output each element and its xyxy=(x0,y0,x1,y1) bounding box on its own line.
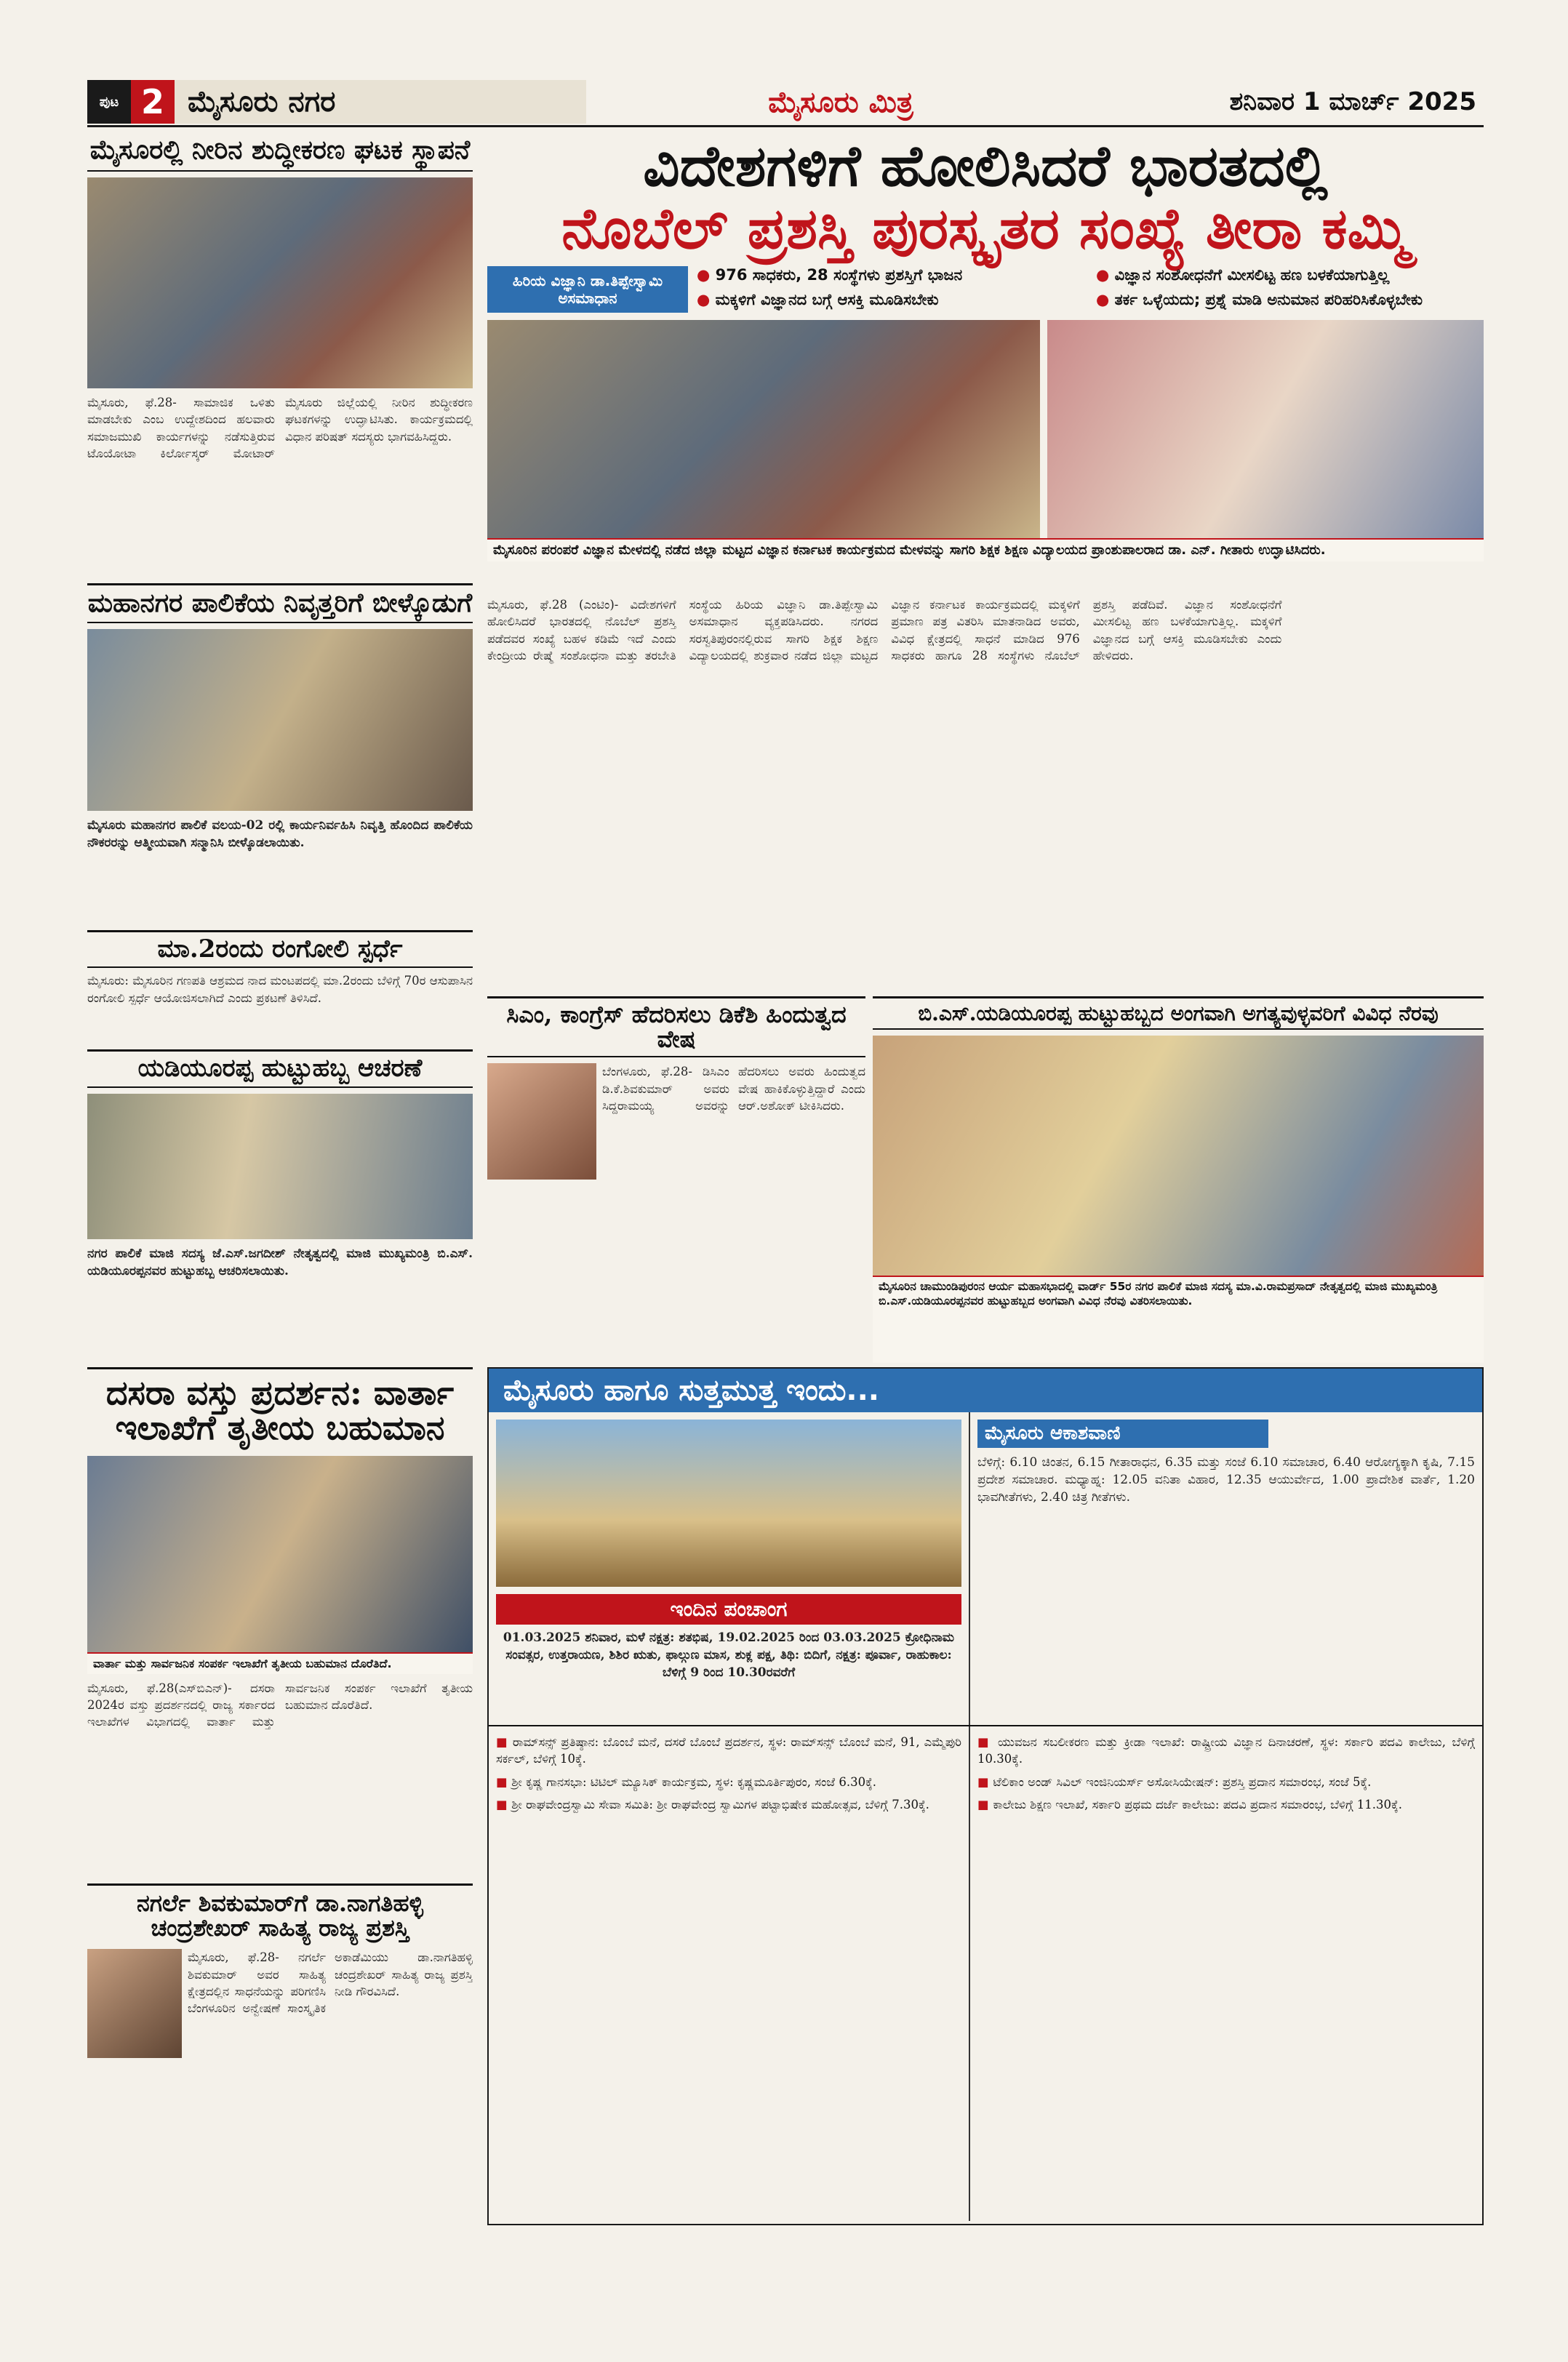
page-label-box xyxy=(87,80,131,124)
story-headline: ಮಾ.2ರಂದು ರಂಗೋಲಿ ಸ್ಪರ್ಧೆ xyxy=(87,930,473,969)
story-congress xyxy=(487,996,865,1360)
story-headline: ಸಿಎಂ, ಕಾಂಗ್ರೆಸ್ ಹೆದರಿಸಲು ಡಿಕೆಶಿ ಹಿಂದುತ್ವದ ವೇಷ xyxy=(487,998,865,1057)
story-content xyxy=(487,1063,865,1369)
lead-body: ಮೈಸೂರು, ಫೆ.28 (ಎಂಟಿಂ)- ವಿದೇಶಗಳಿಗೆ ಹೋಲಿಸಿದರೆ ಭಾರತದಲ್ಲಿ ನೊಬೆಲ್ ಪ್ರಶಸ್ತಿ ಪಡೆದವರ ಸಂಖ್ಯೆ ಬಹಳ ಕಡಿಮೆ ಇದೆ ಎಂದು ಕೇಂದ್ರೀಯ ರೇಷ್ಮೆ ಸಂಶೋಧನಾ ಮತ್ತು ತರಬೇತಿ ಸಂಸ್ಥೆಯ ಹಿರಿಯ ವಿಜ್ಞಾನಿ ಡಾ.ತಿಪ್ಪೇಸ್ವಾಮಿ ಅಸಮಾಧಾನ ವ್ಯಕ್ತಪಡಿಸಿದರು. ನಗರದ ಸರಸ್ವತಿಪುರಂನಲ್ಲಿರುವ ಸಾಗರಿ ಶಿಕ್ಷಕ ಶಿಕ್ಷಣ ವಿದ್ಯಾಲಯದಲ್ಲಿ ಶುಕ್ರವಾರ ನಡೆದ ಜಿಲ್ಲಾ ಮಟ್ಟದ ವಿಜ್ಞಾನ ಕರ್ನಾಟಕ ಕಾರ್ಯಕ್ರಮದಲ್ಲಿ ಮಕ್ಕಳಿಗೆ ಪ್ರಮಾಣ ಪತ್ರ ವಿತರಿಸಿ ಮಾತನಾಡಿದ ಅವರು, ವಿವಿಧ ಕ್ಷೇತ್ರದಲ್ಲಿ ಸಾಧನೆ ಮಾಡಿದ 976 ಸಾಧಕರು ಹಾಗೂ 28 ಸಂಸ್ಥೆಗಳು ನೊಬೆಲ್ ಪ್ರಶಸ್ತಿ ಪಡೆದಿವೆ. ವಿಜ್ಞಾನ ಸಂಶೋಧನೆಗೆ ಮೀಸಲಿಟ್ಟ ಹಣ ಬಳಕೆಯಾಗುತ್ತಿಲ್ಲ. ಮಕ್ಕಳಿಗೆ ವಿಜ್ಞಾನದ ಬಗ್ಗೆ ಆಸಕ್ತಿ ಮೂಡಿಸಬೇಕು ಎಂದು ಹೇಳಿದರು. xyxy=(487,598,1282,663)
story-photo xyxy=(87,177,473,388)
story-rangoli xyxy=(87,930,473,1046)
brand-logo: ಮೈಸೂರು ಮಿತ್ರ xyxy=(768,84,913,119)
story-photo xyxy=(87,629,473,811)
story-body: ಮೈಸೂರು, ಫೆ.28- ಸಾಮಾಜಿಕ ಒಳಿತು ಮಾಡಬೇಕು ಎಂಬ ಉದ್ದೇಶದಿಂದ ಹಲವಾರು ಸಮಾಜಮುಖಿ ಕಾರ್ಯಗಳನ್ನು ನಡೆಸುತ್ತಿರುವ ಟೊಯೋಟಾ ಕಿರ್ಲೋಸ್ಕರ್ ಮೋಟಾರ್ ಮೈಸೂರು ಜಿಲ್ಲೆಯಲ್ಲಿ ನೀರಿನ ಶುದ್ಧೀಕರಣ ಘಟಕಗಳನ್ನು ಉದ್ಘಾಟಿಸಿತು. ಕಾರ್ಯಕ್ರಮದಲ್ಲಿ ವಿಧಾನ ಪರಿಷತ್ ಸದಸ್ಯರು ಭಾಗವಹಿಸಿದ್ದರು. xyxy=(87,395,473,461)
story-yeddyurappa-birthday xyxy=(87,1049,473,1332)
lead-bullet: ● ಮಕ್ಕಳಿಗೆ ವಿಜ್ಞಾನದ ಬಗ್ಗೆ ಆಸಕ್ತಿ ಮೂಡಿಸಬೇಕು xyxy=(697,290,939,308)
story-body: ಮೈಸೂರು: ಮೈಸೂರಿನ ಗಣಪತಿ ಆಶ್ರಮದ ನಾದ ಮಂಟಪದಲ್ಲಿ ಮಾ.2ರಂದು ಬೆಳಿಗ್ಗೆ 70ರ ಆಸುಪಾಸಿನ ರಂಗೋಲಿ ಸ್ಪರ್ಧೆ ಆಯೋಜಿಸಲಾಗಿದೆ ಎಂದು ಪ್ರಕಟಣೆ ತಿಳಿಸಿದೆ. xyxy=(87,974,473,1005)
story-headline-1: ದಸರಾ ವಸ್ತು ಪ್ರದರ್ಶನ: ವಾರ್ತಾ xyxy=(105,1373,455,1412)
portrait-photo xyxy=(487,1063,596,1180)
lead-bullet: ● ತರ್ಕ ಒಳ್ಳೆಯದು; ಪ್ರಶ್ನೆ ಮಾಡಿ ಅನುಮಾನ ಪರಿಹರಿಸಿಕೊಳ್ಳಬೇಕು xyxy=(1096,290,1423,308)
lead-photos xyxy=(487,320,1484,538)
story-dasara xyxy=(87,1367,473,1876)
story-headline-1: ನಗರ್ಲೆ ಶಿವಕುಮಾರ್‌ಗೆ ಡಾ.ನಾಗತಿಹಳ್ಳಿ xyxy=(136,1889,424,1917)
story-body: ನಗರ ಪಾಲಿಕೆ ಮಾಜಿ ಸದಸ್ಯ ಜೆ.ಎಸ್.ಜಗದೀಶ್ ನೇತೃತ್ವದಲ್ಲಿ ಮಾಜಿ ಮುಖ್ಯಮಂತ್ರಿ ಬಿ.ಎಸ್. ಯಡಿಯೂರಪ್ಪನವರ ಹುಟ್ಟುಹಬ್ಬ ಆಚರಿಸಲಾಯಿತು. xyxy=(87,1246,473,1279)
story-water-plant xyxy=(87,131,473,576)
lead-photo-caption: ಮೈಸೂರಿನ ಪರಂಪರೆ ವಿಜ್ಞಾನ ಮೇಳದಲ್ಲಿ ನಡೆದ ಜಿಲ್ಲಾ ಮಟ್ಟದ ವಿಜ್ಞಾನ ಕರ್ನಾಟಕ ಕಾರ್ಯಕ್ರಮದ ಮೇಳವನ್ನು ಸಾಗರಿ ಶಿಕ್ಷಕ ಶಿಕ್ಷಣ ವಿದ್ಯಾಲಯದ ಪ್ರಾಂಶುಪಾಲರಾದ ಡಾ. ಎನ್. ಗೀತಾರು ಉದ್ಘಾಟಿಸಿದರು. xyxy=(487,538,1484,562)
event-item: ■ ರಾಮ್‌ಸನ್ಸ್ ಪ್ರತಿಷ್ಠಾನ: ಬೊಂಬೆ ಮನೆ, ದಸರೆ ಬೊಂಬೆ ಪ್ರದರ್ಶನ, ಸ್ಥಳ: ರಾಮ್‌ಸನ್ಸ್ ಬೊಂಬೆ ಮನೆ, 91, ಎಮ್ಮೆಪುರಿ ಸರ್ಕಲ್, ಬೆಳಿಗ್ಗೆ 10ಕ್ಕೆ. xyxy=(496,1735,961,1766)
story-headline: ಬಿ.ಎಸ್.ಯಡಿಯೂರಪ್ಪ ಹುಟ್ಟುಹಬ್ಬದ ಅಂಗವಾಗಿ ಅಗತ್ಯವುಳ್ಳವರಿಗೆ ವಿವಿಧ ನೆರವು xyxy=(873,998,1484,1030)
story-retirement xyxy=(87,583,473,926)
radio-title: ಮೈಸೂರು ಆಕಾಶವಾಣಿ xyxy=(977,1420,1268,1448)
panchanga-title: ಇಂದಿನ ಪಂಚಾಂಗ xyxy=(496,1594,961,1625)
today-events xyxy=(489,1725,1482,2221)
events-left xyxy=(489,1726,969,2221)
lead-photo-right xyxy=(1047,320,1484,538)
panchanga-text: 01.03.2025 ಶನಿವಾರ, ಮಳೆ ನಕ್ಷತ್ರ: ಶತಭಿಷ, 19.02.2025 ರಿಂದ 03.03.2025 ಕ್ರೋಧಿನಾಮ ಸಂವತ್ಸರ, ಉತ್ತರಾಯಣ, ಶಿಶಿರ ಋತು, ಫಾಲ್ಗುಣ ಮಾಸ, ಶುಕ್ಲ ಪಕ್ಷ, ತಿಥಿ: ಬಿದಿಗೆ, ನಕ್ಷತ್ರ: ಪೂರ್ವಾ, ರಾಹುಕಾಲ: ಬೆಳಿಗ್ಗೆ 9 ರಿಂದ 10.30ರವರೆಗೆ xyxy=(503,1630,955,1681)
story-body: ಮೈಸೂರು, ಫೆ.28- ನಗರ್ಲೆ ಶಿವಕುಮಾರ್ ಅವರ ಸಾಹಿತ್ಯ ಕ್ಷೇತ್ರದಲ್ಲಿನ ಸಾಧನೆಯನ್ನು ಪರಿಗಣಿಸಿ ಬೆಂಗಳೂರಿನ ಅನ್ವೇಷಣೆ ಸಾಂಸ್ಕೃತಿಕ ಅಕಾಡೆಮಿಯು ಡಾ.ನಾಗತಿಹಳ್ಳಿ ಚಂದ್ರಶೇಖರ್ ಸಾಹಿತ್ಯ ರಾಜ್ಯ ಪ್ರಶಸ್ತಿ ನೀಡಿ ಗೌರವಿಸಿದೆ. xyxy=(188,1950,473,2016)
lead-bullet: ● 976 ಸಾಧಕರು, 28 ಸಂಸ್ಥೆಗಳು ಪ್ರಶಸ್ತಿಗೆ ಭಾಜನ xyxy=(697,265,963,284)
story-headline: ಯಡಿಯೂರಪ್ಪ ಹುಟ್ಟುಹಬ್ಬ ಆಚರಣೆ xyxy=(87,1049,473,1088)
event-item: ■ ಶ್ರೀ ರಾಘವೇಂದ್ರಸ್ವಾಮಿ ಸೇವಾ ಸಮಿತಿ: ಶ್ರೀ ರಾಘವೇಂದ್ರ ಸ್ವಾಮಿಗಳ ಪಟ್ಟಾಭಿಷೇಕ ಮಹೋತ್ಸವ, ಬೆಳಿಗ್ಗೆ 7.30ಕ್ಕೆ. xyxy=(496,1798,929,1812)
issue-date: ಶನಿವಾರ 1 ಮಾರ್ಚ್ 2025 xyxy=(1229,87,1476,116)
lead-photo-left xyxy=(487,320,1040,538)
lead-headline-1: ವಿದೇಶಗಳಿಗೆ ಹೋಲಿಸಿದರೆ ಭಾರತದಲ್ಲಿ xyxy=(643,133,1328,199)
story-headline: ಮೈಸೂರಲ್ಲಿ ನೀರಿನ ಶುದ್ಧೀಕರಣ ಘಟಕ ಸ್ಥಾಪನೆ xyxy=(87,131,473,172)
story-headline-2: ಇಲಾಖೆಗೆ ತೃತೀಯ ಬಹುಮಾನ xyxy=(115,1408,445,1448)
story-headline: ಮಹಾನಗರ ಪಾಲಿಕೆಯ ನಿವೃತ್ತರಿಗೆ ಬೀಳ್ಕೊಡುಗೆ xyxy=(87,583,473,623)
event-item: ■ ಟೆಲಿಕಾಂ ಅಂಡ್ ಸಿವಿಲ್ ಇಂಜಿನಿಯರ್ಸ್ ಅಸೋಸಿಯೇಷನ್: ಪ್ರಶಸ್ತಿ ಪ್ರದಾನ ಸಮಾರಂಭ, ಸಂಜೆ 5ಕ್ಕೆ. xyxy=(977,1774,1372,1789)
story-headline-2: ಚಂದ್ರಶೇಖರ್ ಸಾಹಿತ್ಯ ರಾಜ್ಯ ಪ್ರಶಸ್ತಿ xyxy=(151,1913,409,1942)
story-content xyxy=(87,1949,473,2211)
portrait-photo xyxy=(87,1949,182,2058)
page-label: ಪುಟ xyxy=(99,94,119,110)
today-top xyxy=(489,1412,1482,1725)
palace-photo xyxy=(496,1420,961,1587)
story-caption: ಮೈಸೂರಿನ ಚಾಮುಂಡಿಪುರಂನ ಆರ್ಯ ಮಹಾಸಭಾದಲ್ಲಿ ವಾರ್ಡ್ 55ರ ನಗರ ಪಾಲಿಕೆ ಮಾಜಿ ಸದಸ್ಯ ಮಾ.ವಿ.ರಾಮಪ್ರಸಾದ್ ನೇತೃತ್ವದಲ್ಲಿ ಮಾಜಿ ಮುಖ್ಯಮಂತ್ರಿ ಬಿ.ಎಸ್.ಯಡಿಯೂರಪ್ಪನವರ ಹುಟ್ಟುಹಬ್ಬದ ಅಂಗವಾಗಿ ವಿವಿಧ ನೆರವು ವಿತರಿಸಲಾಯಿತು. xyxy=(873,1276,1484,1363)
byline-tag: ಹಿರಿಯ ವಿಜ್ಞಾನಿ ಡಾ.ತಿಪ್ಪೇಸ್ವಾಮಿ ಅಸಮಾಧಾನ xyxy=(487,266,688,313)
story-nagaral xyxy=(87,1883,473,2225)
story-photo xyxy=(873,1036,1484,1276)
radio-text: ಬೆಳಿಗ್ಗೆ: 6.10 ಚಿಂತನ, 6.15 ಗೀತಾರಾಧನ, 6.35 ಮತ್ತು ಸಂಜೆ 6.10 ಸಮಾಚಾರ, 6.40 ಆರೋಗ್ಯಕ್ಕಾಗಿ ಕೃಷಿ, 7.15 ಪ್ರದೇಶ ಸಮಾಚಾರ. ಮಧ್ಯಾಹ್ನ: 12.05 ವನಿತಾ ವಿಹಾರ, 12.35 ಆಯುರ್ವೇದ, 1.00 ಪ್ರಾದೇಶಿಕ ವಾರ್ತೆ, 1.20 ಭಾವಗೀತೆಗಳು, 2.40 ಚಿತ್ರ ಗೀತೆಗಳು. xyxy=(977,1455,1475,1505)
event-item: ■ ಕಾಲೇಜು ಶಿಕ್ಷಣ ಇಲಾಖೆ, ಸರ್ಕಾರಿ ಪ್ರಥಮ ದರ್ಜೆ ಕಾಲೇಜು: ಪದವಿ ಪ್ರದಾನ ಸಮಾರಂಭ, ಬೆಳಿಗ್ಗೆ 11.30ಕ್ಕೆ. xyxy=(977,1798,1402,1812)
event-item: ■ ಯುವಜನ ಸಬಲೀಕರಣ ಮತ್ತು ಕ್ರೀಡಾ ಇಲಾಖೆ: ರಾಷ್ಟ್ರೀಯ ವಿಜ್ಞಾನ ದಿನಾಚರಣೆ, ಸ್ಥಳ: ಸರ್ಕಾರಿ ಪದವಿ ಕಾಲೇಜು, ಬೆಳಿಗ್ಗೆ 10.30ಕ್ಕೆ. xyxy=(977,1735,1475,1766)
story-anganwadi xyxy=(873,996,1484,1360)
today-right xyxy=(970,1412,1482,1725)
today-left xyxy=(489,1412,969,1725)
lead-story xyxy=(487,131,1484,561)
story-body: ಮೈಸೂರು, ಫೆ.28(ಎಸ್‌ಬಿಎನ್)- ದಸರಾ 2024ರ ವಸ್ತು ಪ್ರದರ್ಶನದಲ್ಲಿ ರಾಜ್ಯ ಸರ್ಕಾರದ ಇಲಾಖೆಗಳ ವಿಭಾಗದಲ್ಲಿ ವಾರ್ತಾ ಮತ್ತು ಸಾರ್ವಜನಿಕ ಸಂಪರ್ಕ ಇಲಾಖೆಗೆ ತೃತೀಯ ಬಹುಮಾನ ದೊರೆತಿದೆ. xyxy=(87,1681,473,1729)
story-body: ಬೆಂಗಳೂರು, ಫೆ.28- ಡಿಸಿಎಂ ಡಿ.ಕೆ.ಶಿವಕುಮಾರ್ ಅವರು ಸಿದ್ದರಾಮಯ್ಯ ಅವರನ್ನು ಹೆದರಿಸಲು ಅವರು ಹಿಂದುತ್ವದ ವೇಷ ಹಾಕಿಕೊಳ್ಳುತ್ತಿದ್ದಾರೆ ಎಂದು ಆರ್.ಅಶೋಕ್ ಟೀಕಿಸಿದರು. xyxy=(602,1065,865,1113)
event-item: ■ ಶ್ರೀ ಕೃಷ್ಣ ಗಾನಸಭಾ: ಟಿಟಿಲ್ ಮ್ಯೂಸಿಕ್ ಕಾರ್ಯಕ್ರಮ, ಸ್ಥಳ: ಕೃಷ್ಣಮೂರ್ತಿಪುರಂ, ಸಂಜೆ 6.30ಕ್ಕೆ. xyxy=(496,1774,876,1789)
story-caption: ವಾರ್ತಾ ಮತ್ತು ಸಾರ್ವಜನಿಕ ಸಂಪರ್ಕ ಇಲಾಖೆಗೆ ತೃತೀಯ ಬಹುಮಾನ ದೊರೆತಿದೆ. xyxy=(87,1652,473,1674)
masthead xyxy=(87,80,1484,124)
lead-deck xyxy=(487,266,1484,313)
story-photo xyxy=(87,1094,473,1239)
today-banner: ಮೈಸೂರು ಹಾಗೂ ಸುತ್ತಮುತ್ತ ಇಂದು... xyxy=(489,1369,1482,1412)
lead-bullet: ● ವಿಜ್ಞಾನ ಸಂಶೋಧನೆಗೆ ಮೀಸಲಿಟ್ಟ ಹಣ ಬಳಕೆಯಾಗುತ್ತಿಲ್ಲ xyxy=(1096,265,1390,284)
story-body: ಮೈಸೂರು ಮಹಾನಗರ ಪಾಲಿಕೆ ವಲಯ-02 ರಲ್ಲಿ ಕಾರ್ಯನಿರ್ವಹಿಸಿ ನಿವೃತ್ತಿ ಹೊಂದಿದ ಪಾಲಿಕೆಯ ನೌಕರರನ್ನು ಆತ್ಮೀಯವಾಗಿ ಸನ್ಮಾನಿಸಿ ಬೀಳ್ಕೊಡಲಾಯಿತು. xyxy=(87,817,473,850)
story-photo xyxy=(87,1456,473,1652)
section-title: ಮೈಸೂರು ನಗರ xyxy=(175,80,586,124)
lead-headline-2: ನೊಬೆಲ್ ಪ್ರಶಸ್ತಿ ಪುರಸ್ಕೃತರ ಸಂಖ್ಯೆ ತೀರಾ ಕಮ್ಮಿ xyxy=(561,195,1409,262)
masthead-rule xyxy=(87,125,1484,127)
today-section xyxy=(487,1367,1484,2225)
page-number: 2 xyxy=(140,82,164,121)
lead-bullets xyxy=(688,266,1484,313)
events-right xyxy=(970,1726,1482,2221)
page-number-box xyxy=(131,80,175,124)
